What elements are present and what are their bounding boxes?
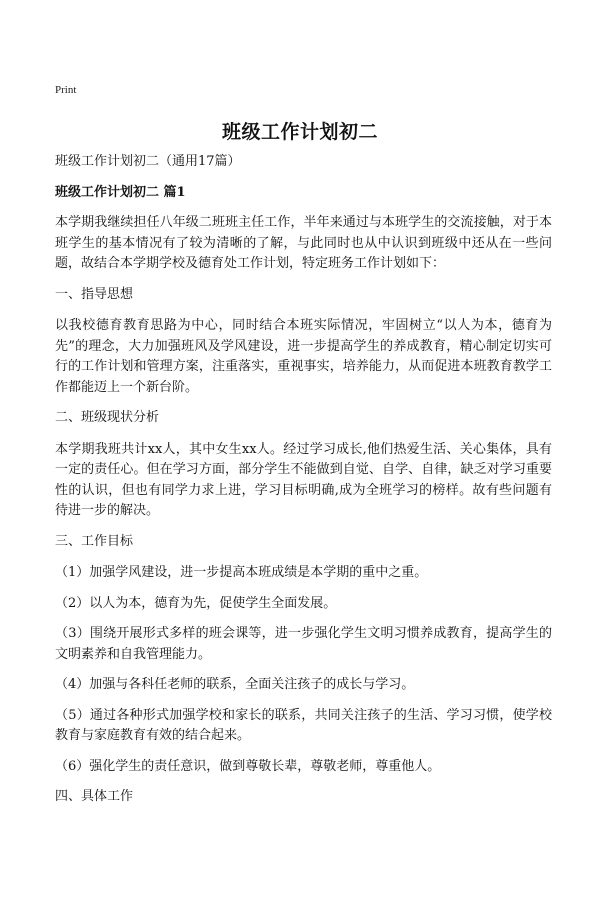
heading-class-status: 二、班级现状分析	[55, 410, 160, 425]
section-title: 班级工作计划初二 篇1	[55, 184, 186, 200]
heading-specific-work: 四、具体工作	[55, 789, 134, 804]
paragraph-guiding-ideology: 以我校德育教育思路为中心，同时结合本班实际情况，牢固树立“以人为本，德育为先”的理念，大力加强班风及学风建设，进一步提高学生的养成教育，精心制定切实可行的工作计划和管理方案，注重落实，重视事实，培养能力，从而促进本班教育教学工作都能迈上一个新台阶。	[55, 318, 552, 395]
goal-item-4: （4）加强与各科任老师的联系，全面关注孩子的成长与学习。	[55, 677, 415, 692]
goal-item-6: （6）强化学生的责任意识，做到尊敬长辈，尊敬老师，尊重他人。	[55, 758, 441, 774]
paragraph-intro: 本学期我继续担任八年级二班班主任工作，半年来通过与本班学生的交流接触，对于本班学生的基本情况有了较为清晰的了解，与此同时也从中认识到班级中还从在一些问题，故结合本学期学校及德育处工作计划，特定班务工作计划如下：	[55, 215, 552, 271]
heading-work-goals: 三、工作目标	[55, 533, 134, 549]
document-subtitle: 班级工作计划初二（通用17篇）	[55, 154, 241, 169]
document-body	[55, 152, 552, 819]
heading-guiding-ideology: 一、指导思想	[55, 286, 134, 302]
goal-item-3: （3）围绕开展形式多样的班会课等，进一步强化学生文明习惯养成教育，提高学生的文明素养和自我管理能力。	[55, 626, 552, 662]
goal-item-2: （2）以人为本，德育为先，促使学生全面发展。	[55, 595, 337, 611]
goal-item-5: （5）通过各种形式加强学校和家长的联系，共同关注孩子的生活、学习习惯，使学校教育与家庭教育有效的结合起来。	[55, 707, 552, 743]
page-title: 班级工作计划初二	[221, 121, 378, 143]
paragraph-class-status: 本学期我班共计xx人，其中女生xx人。经过学习成长,他们热爱生活、关心集体，具有一定的责任心。但在学习方面，部分学生不能做到自觉、自学、自律，缺乏对学习重要性的认识，但也有同学力求上进，学习目标明确,成为全班学习的榜样。故有些问题有待进一步的解决。	[55, 441, 552, 518]
print-label: Print	[55, 84, 77, 96]
goal-item-1: （1）加强学风建设，进一步提高本班成绩是本学期的重中之重。	[55, 565, 428, 580]
